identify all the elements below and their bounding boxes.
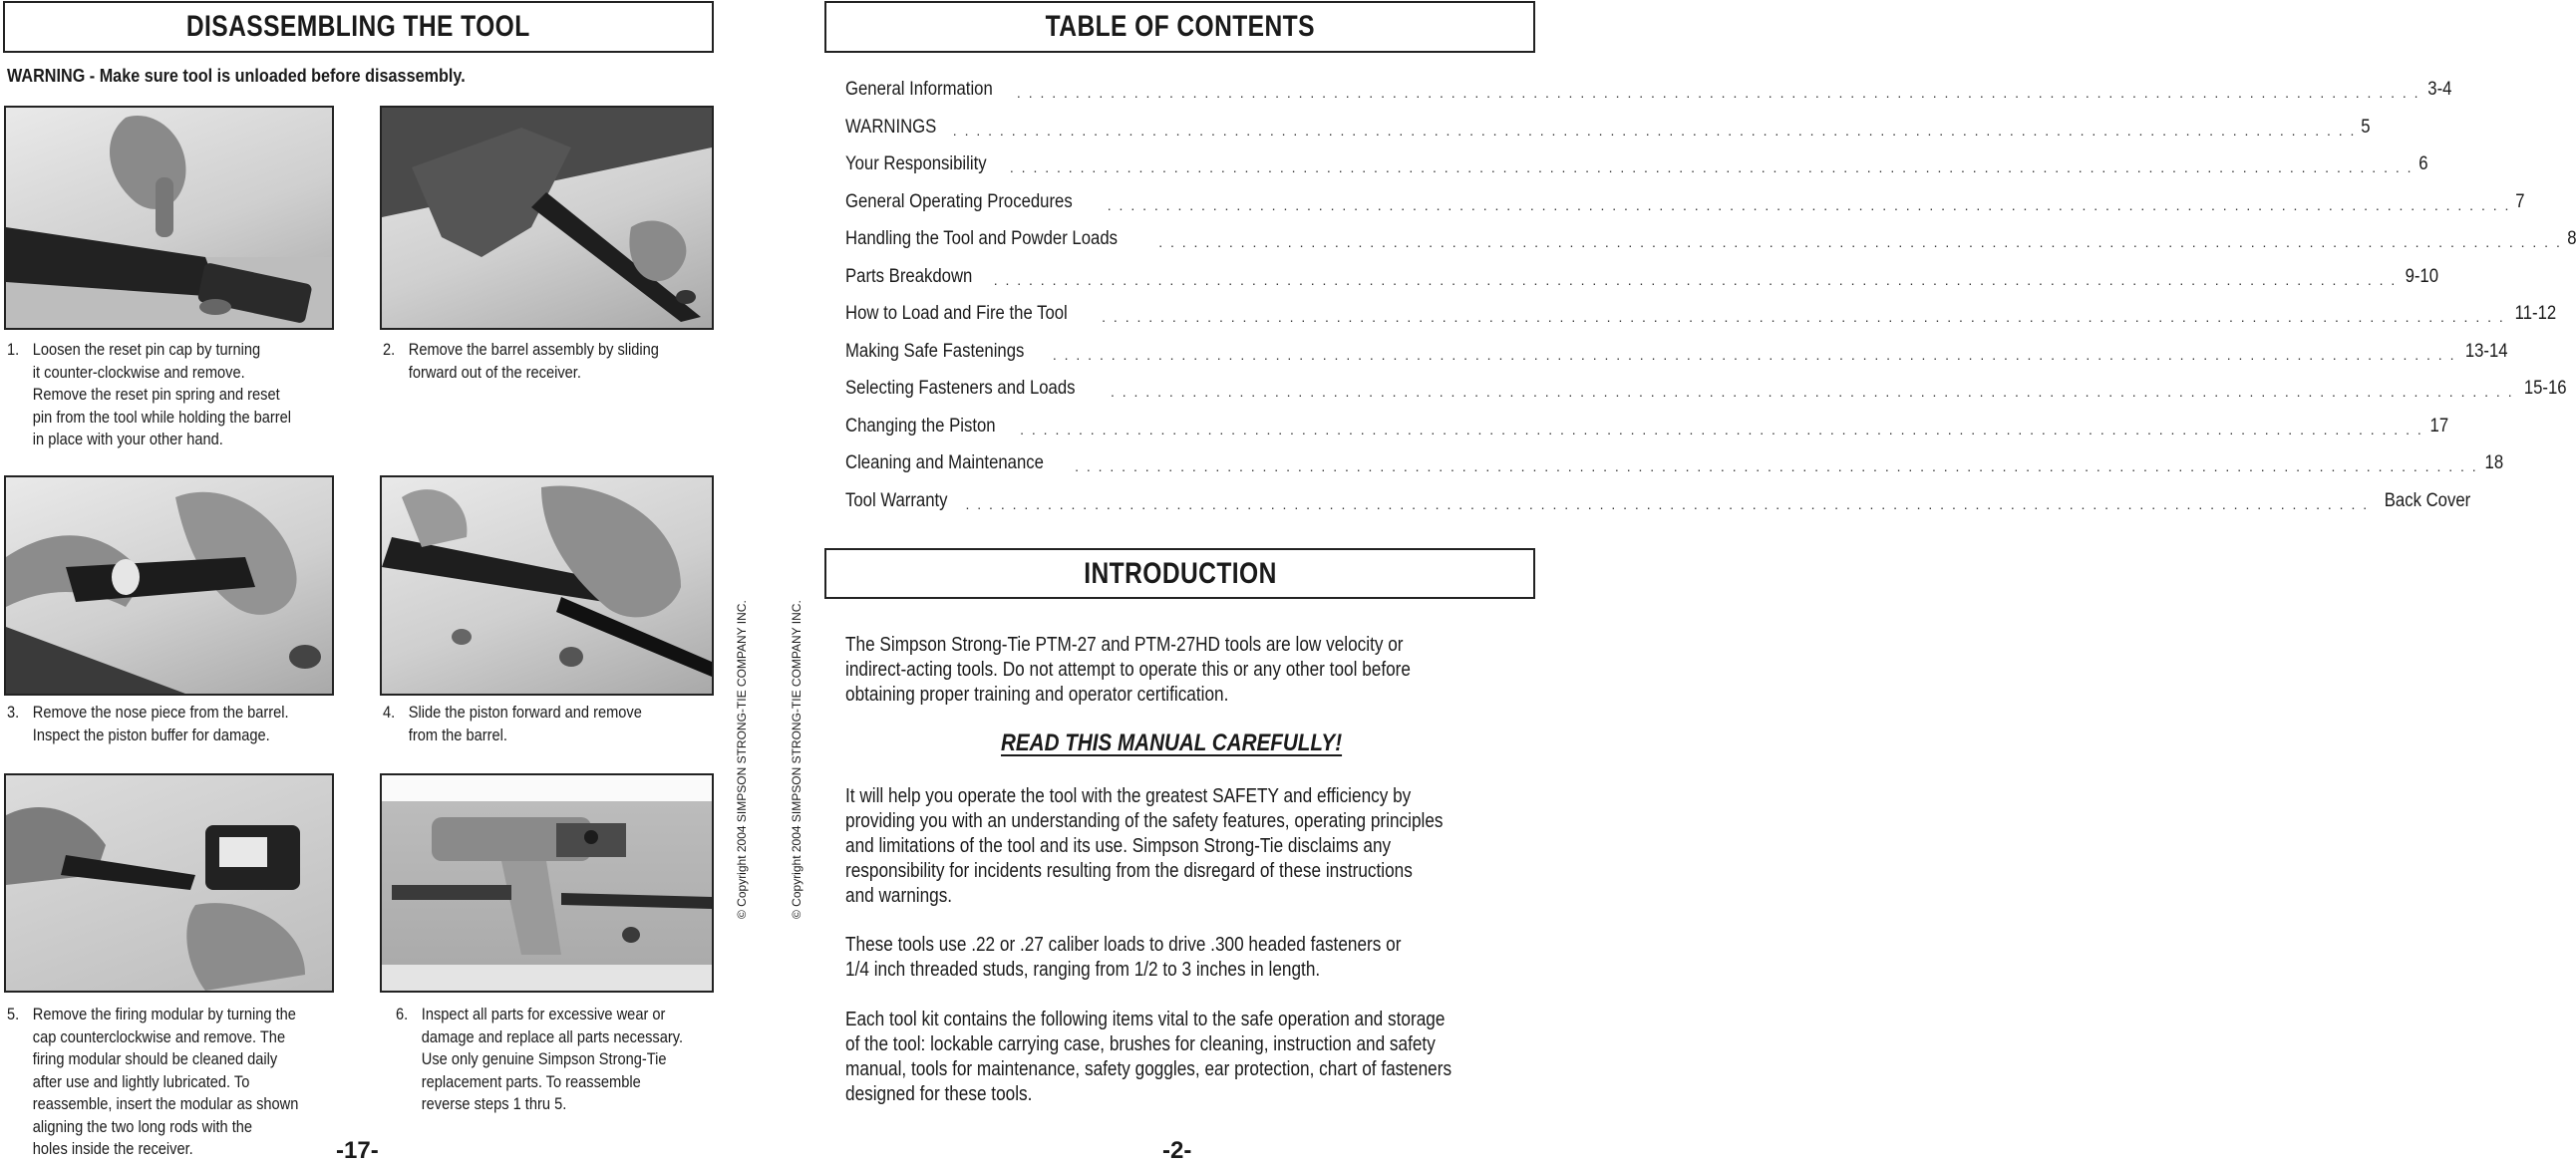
step-6-photo (380, 773, 714, 993)
toc-page: 18 (2484, 452, 2503, 473)
step-5-illustration (6, 775, 332, 991)
toc-row (845, 189, 2525, 213)
read-manual-callout: READ THIS MANUAL CAREFULLY! (1001, 729, 1343, 756)
toc-leader-dots: . . . . . . . . . . . . . . . . . . . . . . . . . . . . . . . . . . . . . . . . . . . . . . . . . . . . . . . . . . . . . . . . . . . . . . . . . . . . . . . . . . . . . . . . . . . . . . . . . . . . . . . . . . . . . . . . . . . . . . . . (1016, 85, 2420, 101)
toc-label: Your Responsibility (845, 153, 987, 174)
toc-label: General Operating Procedures (845, 190, 1073, 212)
toc-label: Changing the Piston (845, 415, 996, 437)
toc-label: How to Load and Fire the Tool (845, 303, 1068, 324)
step-4-number: 4. (383, 703, 396, 722)
step-3-text: Remove the nose piece from the barrel. Inspect the piston buffer for damage. (32, 703, 289, 744)
step-6-number: 6. (396, 1005, 409, 1023)
toc-row (845, 77, 2452, 101)
toc-header (824, 1, 1535, 53)
step-1-photo (4, 106, 334, 330)
step-4-caption (383, 702, 717, 751)
step-5-number: 5. (7, 1005, 20, 1023)
toc-row (845, 301, 2556, 325)
step-4-photo (380, 475, 714, 696)
toc-label: Handling the Tool and Powder Loads (845, 228, 1118, 249)
disassembly-warning: WARNING - Make sure tool is unloaded before disassembly. (7, 66, 466, 86)
intro-paragraph-4: Each tool kit contains the following items vital to the safe operation and storage of the tool: lockable carrying case, brushes for cleaning, instruction and safety manual, tools for maintenance, safety goggles, ear protection, chart of fasteners designed for these tools. (845, 1009, 1452, 1105)
step-4-text: Slide the piston forward and remove from the barrel. (408, 703, 642, 744)
toc-leader-dots: . . . . . . . . . . . . . . . . . . . . . . . . . . . . . . . . . . . . . . . . . . . . . . . . . . . . . . . . . . . . . . . . . . . . . . . . . . . . . . . . . . . . . . . . . . . . . . . . . . . . . . . . . . . . . . . . . . . . . . . . (1052, 346, 2456, 363)
step-2-caption (383, 339, 717, 389)
step-2-photo (380, 106, 714, 330)
disassembling-header (3, 1, 714, 53)
step-1-caption (7, 339, 341, 453)
toc-page: 9-10 (2405, 265, 2439, 287)
toc-title: TABLE OF CONTENTS (1045, 10, 1315, 43)
toc-leader-dots: . . . . . . . . . . . . . . . . . . . . . . . . . . . . . . . . . . . . . . . . . . . . . . . . . . . . . . . . . . . . . . . . . . . . . . . . . . . . . . . . . . . . . . . . . . . . . . . . . . . . . . . . . . . . . . . . . . . . . . . . (993, 271, 2398, 288)
toc-row (845, 450, 2503, 474)
right-page-number: -2- (1162, 1137, 1192, 1164)
toc-leader-dots: . . . . . . . . . . . . . . . . . . . . . . . . . . . . . . . . . . . . . . . . . . . . . . . . . . . . . . . . . . . . . . . . . . . . . . . . . . . . . . . . . . . . . . . . . . . . . . . . . . . . . . . . . . . . . . . . . . . . . . . . (1158, 234, 2562, 250)
toc-row (845, 376, 2567, 400)
toc-leader-dots: . . . . . . . . . . . . . . . . . . . . . . . . . . . . . . . . . . . . . . . . . . . . . . . . . . . . . . . . . . . . . . . . . . . . . . . . . . . . . . . . . . . . . . . . . . . . . . . . . . . . . . . . . . . . . . . . . . . . . . . . (1075, 458, 2478, 474)
step-6-illustration (382, 775, 712, 991)
toc-page: 8 (2567, 228, 2576, 249)
disassembling-title: DISASSEMBLING THE TOOL (186, 10, 530, 43)
left-page-number: -17- (336, 1137, 379, 1164)
toc-page: 11-12 (2514, 303, 2556, 324)
toc-row (845, 115, 2372, 139)
toc-label: Tool Warranty (845, 489, 948, 511)
toc-page: 7 (2515, 190, 2525, 212)
intro-paragraph-1: The Simpson Strong-Tie PTM-27 and PTM-27HD tools are low velocity or indirect-acting tools. Do not attempt to operate this or any other tool before obtaining proper training and operator certification. (845, 634, 1411, 706)
toc-label: Parts Breakdown (845, 265, 973, 287)
toc-label: WARNINGS (845, 116, 937, 138)
step-1-text: Loosen the reset pin cap by turning it counter-clockwise and remove. Remove the reset pin spring and reset pin from the tool while holding the barrel in place with your other hand. (32, 340, 292, 448)
toc-page: 5 (2361, 116, 2372, 138)
step-4-illustration (382, 477, 712, 694)
toc-label: Making Safe Fastenings (845, 340, 1025, 362)
step-5-photo (4, 773, 334, 993)
step-2-number: 2. (383, 340, 396, 359)
toc-leader-dots: . . . . . . . . . . . . . . . . . . . . . . . . . . . . . . . . . . . . . . . . . . . . . . . . . . . . . . . . . . . . . . . . . . . . . . . . . . . . . . . . . . . . . . . . . . . . . . . . . . . . . . . . . . . . . . . . . . . . . . . . (1107, 196, 2511, 213)
step-6-caption (396, 1004, 739, 1118)
toc-row (845, 264, 2439, 288)
toc-leader-dots: . . . . . . . . . . . . . . . . . . . . . . . . . . . . . . . . . . . . . . . . . . . . . . . . . . . . . . . . . . . . . . . . . . . . . . . . . . . . . . . . . . . . . . . . . . . . . . . . . . . . . . . . . . . . . . . . . . . . . . . . (1110, 384, 2514, 400)
left-copyright: © Copyright 2004 SIMPSON STRONG-TIE COMPANY INC. (735, 600, 749, 919)
toc-leader-dots: . . . . . . . . . . . . . . . . . . . . . . . . . . . . . . . . . . . . . . . . . . . . . . . . . . . . . . . . . . . . . . . . . . . . . . . . . . . . . . . . . . . . . . . . . . . . . . . . . . . . . . . . . . . . . . . . . . . . . . . . (952, 122, 2357, 139)
intro-paragraph-2: It will help you operate the tool with the greatest SAFETY and efficiency by providing you with an understanding of the safety features, operating principles and limitations of the tool and its use. Simpson Strong-Tie disclaims any responsibility for incidents resulting from the disregard of these instructions and warnings. (845, 785, 1444, 907)
toc-label: General Information (845, 79, 993, 100)
intro-header (824, 548, 1535, 599)
toc-page: 6 (2417, 153, 2428, 174)
toc-page: 17 (2429, 415, 2448, 437)
step-6-text: Inspect all parts for excessive wear or damage and replace all parts necessary. Use only genuine Simpson Strong-Tie replacement parts. To reassemble reverse steps 1 thru 5. (421, 1005, 684, 1113)
step-3-photo (4, 475, 334, 696)
step-3-caption (7, 702, 341, 751)
step-5-text: Remove the firing modular by turning the cap counterclockwise and remove. The firing modular should be cleaned daily after use and lightly lubricated. To reassemble, insert the modular as shown aligning the two long rods with the holes inside the receiver. (32, 1005, 299, 1158)
toc-page: Back Cover (2384, 489, 2471, 511)
step-2-illustration (382, 108, 712, 328)
toc-label: Selecting Fasteners and Loads (845, 378, 1076, 399)
toc-row (845, 488, 2471, 512)
step-5-caption (7, 1004, 350, 1163)
toc-leader-dots: . . . . . . . . . . . . . . . . . . . . . . . . . . . . . . . . . . . . . . . . . . . . . . . . . . . . . . . . . . . . . . . . . . . . . . . . . . . . . . . . . . . . . . . . . . . . . . . . . . . . . . . . . . . . . . . . . . . . . . . . (1009, 159, 2414, 175)
step-3-illustration (6, 477, 332, 694)
step-3-number: 3. (7, 703, 20, 722)
toc-row (845, 339, 2509, 363)
toc-page: 13-14 (2465, 340, 2509, 362)
toc-leader-dots: . . . . . . . . . . . . . . . . . . . . . . . . . . . . . . . . . . . . . . . . . . . . . . . . . . . . . . . . . . . . . . . . . . . . . . . . . . . . . . . . . . . . . . . . . . . . . . . . . . . . . . . . . . . . . . . . . . . . . . . . (1020, 421, 2423, 437)
intro-title: INTRODUCTION (1083, 556, 1277, 590)
toc-row (845, 226, 2576, 250)
intro-paragraph-3: These tools use .22 or .27 caliber loads to drive .300 headed fasteners or 1/4 inch threaded studs, ranging from 1/2 to 3 inches in length. (845, 934, 1402, 981)
toc-leader-dots: . . . . . . . . . . . . . . . . . . . . . . . . . . . . . . . . . . . . . . . . . . . . . . . . . . . . . . . . . . . . . . . . . . . . . . . . . . . . . . . . . . . . . . . . . . . . . . . . . . . . . . . . . . . . . . . . . . . . . . . . (1102, 309, 2505, 325)
step-1-illustration (6, 108, 332, 328)
right-copyright: © Copyright 2004 SIMPSON STRONG-TIE COMPANY INC. (790, 600, 804, 919)
toc-row (845, 151, 2428, 175)
toc-leader-dots: . . . . . . . . . . . . . . . . . . . . . . . . . . . . . . . . . . . . . . . . . . . . . . . . . . . . . . . . . . . . . . . . . . . . . . . . . . . . . . . . . . . . . . . . . . . . . . . . . . . . . . . . . . . . . . . . . . . . . . . . (965, 495, 2370, 512)
toc-row (845, 414, 2448, 437)
step-2-text: Remove the barrel assembly by sliding forward out of the receiver. (408, 340, 659, 382)
toc-page: 3-4 (2426, 79, 2452, 100)
toc-page: 15-16 (2523, 378, 2567, 399)
toc-label: Cleaning and Maintenance (845, 452, 1044, 473)
step-1-number: 1. (7, 340, 20, 359)
